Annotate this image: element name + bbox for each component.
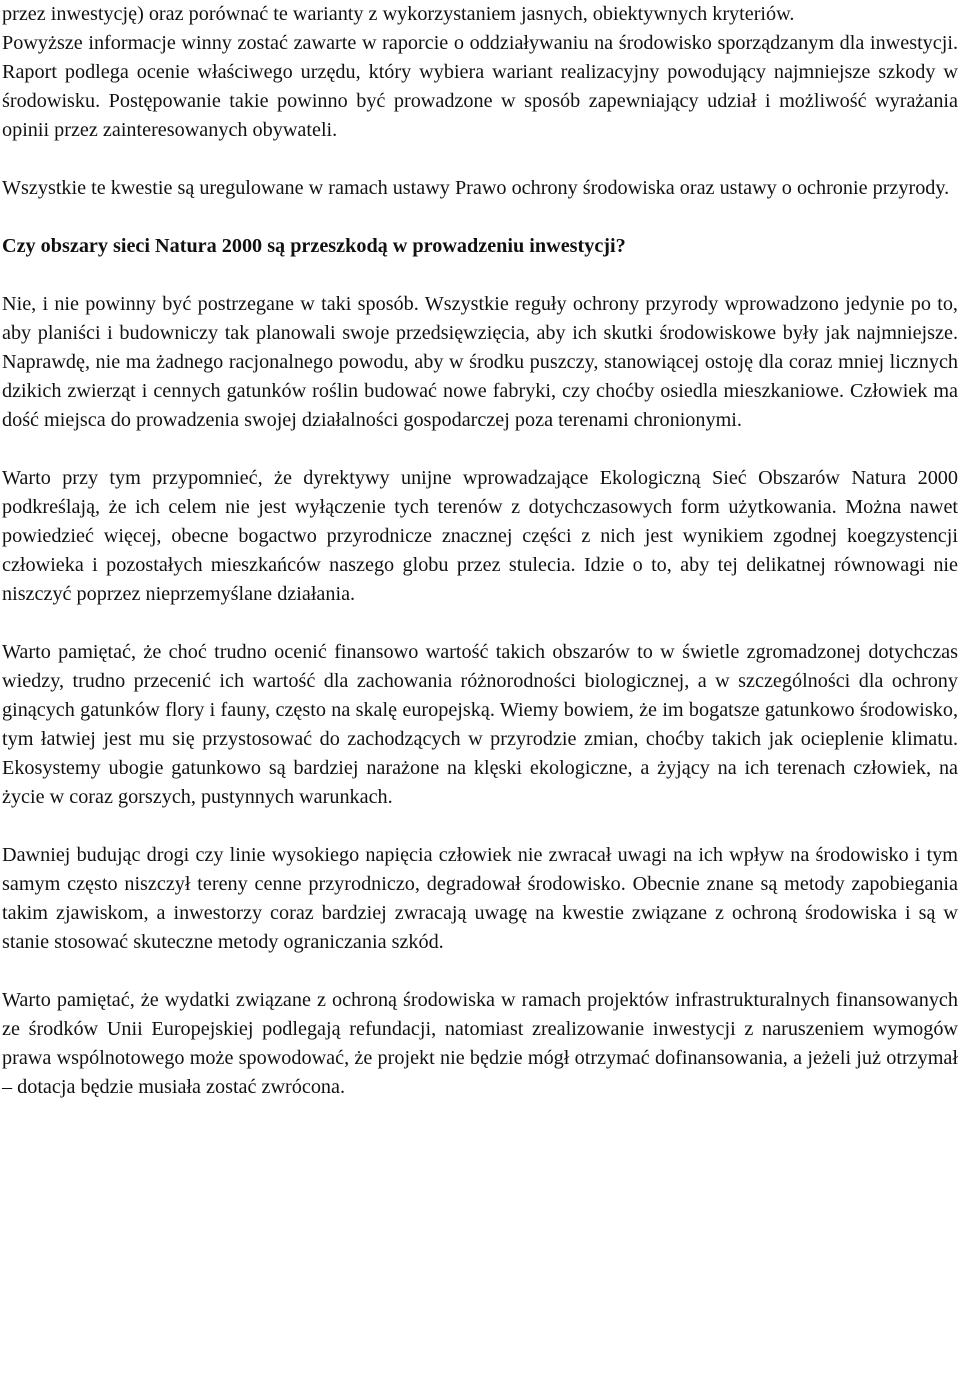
answer-paragraph <box>2 290 958 435</box>
law-paragraph: Wszystkie te kwestie są uregulowane w ramach ustawy Prawo ochrony środowiska oraz ustawy o ochronie przyrody. <box>2 177 950 199</box>
paragraph-spacer <box>2 435 958 464</box>
paragraph-spacer <box>2 609 958 638</box>
answer-sentence-2: Wszystkie reguły ochrony przyrody wprowadzono jedynie po to, aby planiści i budowniczy tak planowali swoje przedsięwzięcia, aby ich skutki środowiskowe były jak najmniejsze. <box>2 293 958 344</box>
question-heading: Czy obszary sieci Natura 2000 są przeszkodą w prowadzeniu inwestycji? <box>2 235 626 257</box>
answer-sentence-4: Człowiek ma dość miejsca do prowadzenia swojej działalności gospodarczej poza terenami chronionymi. <box>2 380 958 431</box>
intro-paragraph <box>2 0 958 145</box>
value-sentence-1: Warto pamiętać, że choć trudno ocenić finansowo wartość takich obszarów to w świetle zgromadzonej dotychczas wiedzy, trudno przecenić ich wartość dla zachowania różnorodności biologicznej, a w szczególności dla ochrony ginących gatunków flory i fauny, często na skalę europejską. <box>2 641 958 721</box>
paragraph-spacer <box>2 812 958 841</box>
directives-sentence-1: Warto przy tym przypomnieć, że dyrektywy unijne wprowadzające Ekologiczną Sieć Obszarów Natura 2000 podkreślają, że ich celem nie jest wyłączenie tych terenów z dotychczasowych form użytkowania. <box>2 467 958 518</box>
answer-sentence-1: Nie, i nie powinny być postrzegane w taki sposób. <box>2 293 419 315</box>
intro-sentence-1: przez inwestycję) oraz porównać te warianty z wykorzystaniem jasnych, obiektywnych kryteriów. <box>2 3 795 25</box>
directives-sentence-2: Można nawet powiedzieć więcej, obecne bogactwo przyrodnicze znacznej części z nich jest wynikiem zgodnej koegzystencji człowieka i pozostałych mieszkańców naszego globu przez stulecia. <box>2 496 959 576</box>
paragraph-spacer <box>2 957 958 986</box>
intro-sentence-4: Postępowanie takie powinno być prowadzone w sposób zapewniający udział i możliwość wyrażania opinii przez zainteresowanych obywateli. <box>2 90 958 141</box>
intro-sentence-2: Powyższe informacje winny zostać zawarte w raporcie o oddziaływaniu na środowisko sporządzanym dla inwestycji. <box>2 32 958 54</box>
paragraph-spacer <box>2 261 958 290</box>
directives-sentence-3: Idzie o to, aby tej delikatnej równowagi nie niszczyć poprzez nieprzemyślane działania. <box>2 554 958 605</box>
history-sentence-2: Obecnie znane są metody zapobiegania takim zjawiskom, a inwestorzy coraz bardziej zwracają uwagę na kwestie związane z ochroną środowiska i są w stanie stosować skuteczne metody ograniczania szkód. <box>2 873 958 953</box>
history-sentence-1: Dawniej budując drogi czy linie wysokiego napięcia człowiek nie zwracał uwagi na ich wpływ na środowisko i tym samym często niszczył tereny cenne przyrodniczo, degradował środowisko. <box>2 844 958 895</box>
value-sentence-2: Wiemy bowiem, że im bogatsze gatunkowo środowisko, tym łatwiej jest mu się przystosować do zachodzących w przyrodzie zmian, choćby takich jak ocieplenie klimatu. <box>2 699 958 750</box>
intro-sentence-3: Raport podlega ocenie właściwego urzędu, który wybiera wariant realizacyjny powodujący najmniejsze szkody w środowisku. <box>2 61 958 112</box>
history-paragraph <box>2 841 958 957</box>
funding-paragraph <box>2 986 958 1102</box>
answer-sentence-3: Naprawdę, nie ma żadnego racjonalnego powodu, aby w środku puszczy, stanowiącej ostoję dla coraz mniej licznych dzikich zwierząt i cennych gatunków roślin budować nowe fabryki, czy choćby osiedla mieszkaniowe. <box>2 351 958 402</box>
paragraph-spacer <box>2 145 958 174</box>
directives-paragraph <box>2 464 958 609</box>
funding-sentence-1: Warto pamiętać, że wydatki związane z ochroną środowiska w ramach projektów infrastrukturalnych finansowanych ze środków Unii Europejskiej podlegają refundacji, natomiast zrealizowanie inwestycji z naruszeniem wymogów prawa wspólnotowego może spowodować, że projekt nie będzie mógł otrzymać dofinansowania, a jeżeli już otrzymał – dotacja będzie musiała zostać zwrócona. <box>2 989 958 1098</box>
paragraph-spacer <box>2 203 958 232</box>
value-paragraph <box>2 638 958 812</box>
value-sentence-3: Ekosystemy ubogie gatunkowo są bardziej narażone na klęski ekologiczne, a żyjący na ich terenach człowiek, na życie w coraz gorszych, pustynnych warunkach. <box>2 757 958 808</box>
